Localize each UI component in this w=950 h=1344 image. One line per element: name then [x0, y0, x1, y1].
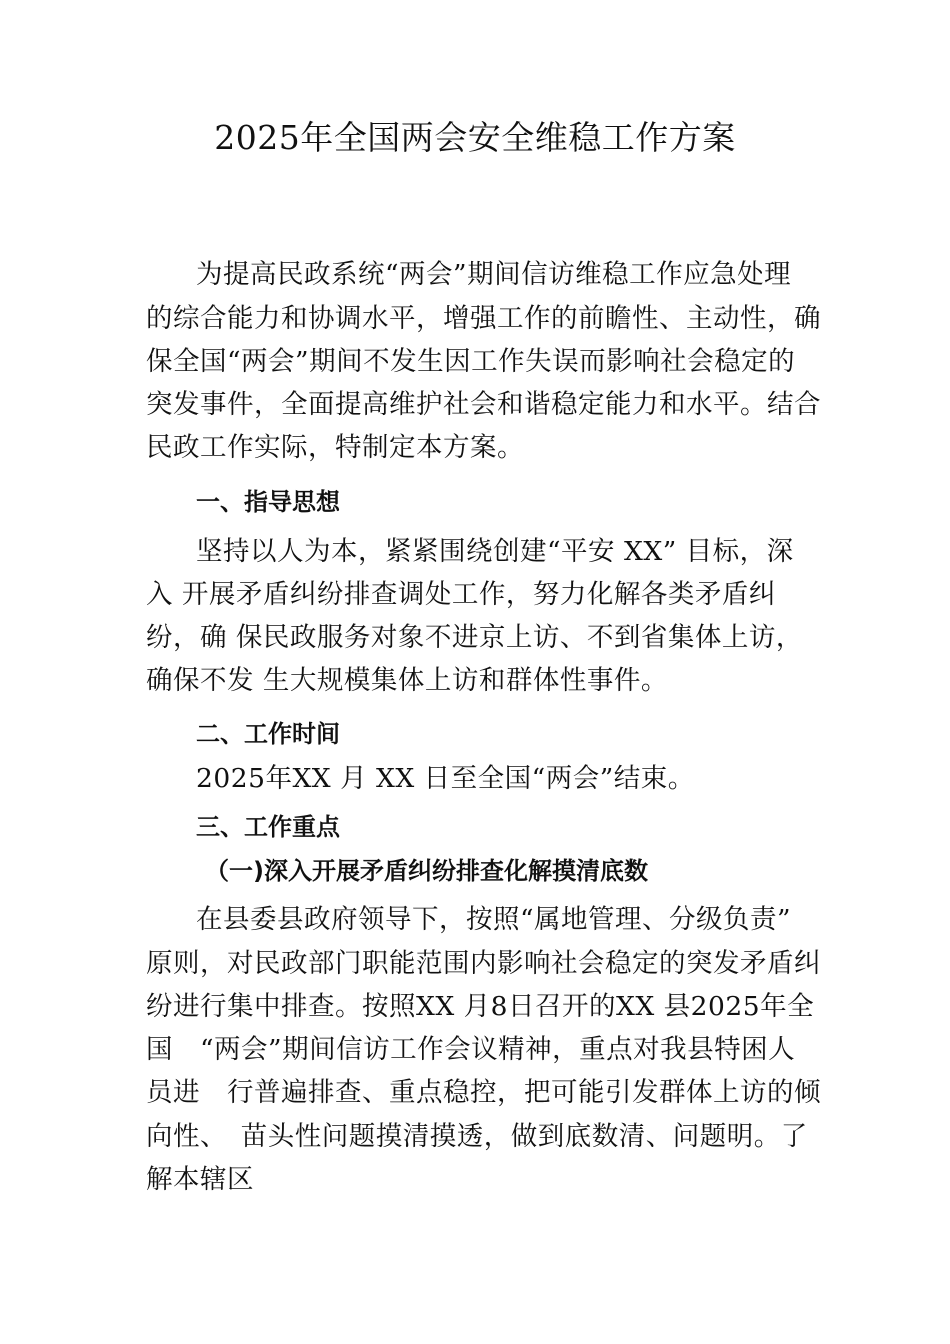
section1-line: 纷，确 保民政服务对象不进京上访、不到省集体上访， [146, 622, 803, 653]
section1-line: 确保不发 生大规模集体上访和群体性事件。 [146, 665, 668, 696]
section1-line: 坚持以人为本，紧紧围绕创建“平安 XX” 目标，深 [196, 536, 794, 567]
section2-line: 2025年XX 月 XX 日至全国“两会”结束。 [196, 763, 695, 794]
section3-line: 国 “两会”期间信访工作会议精神，重点对我县特困人 [146, 1034, 796, 1065]
section3-line: 原则，对民政部门职能范围内影响社会稳定的突发矛盾纠 [146, 948, 821, 979]
intro-line: 保全国“两会”期间不发生因工作失误而影响社会稳定的 [146, 346, 796, 377]
section-heading-work-focus: 三、工作重点 [196, 813, 340, 841]
section1-line: 入 开展矛盾纠纷排查调处工作，努力化解各类矛盾纠 [146, 579, 776, 610]
section-heading-guiding-thought: 一、指导思想 [196, 488, 340, 516]
intro-line: 为提高民政系统“两会”期间信访维稳工作应急处理 [196, 259, 792, 290]
intro-line: 民政工作实际，特制定本方案。 [146, 432, 524, 463]
section3-line: 在县委县政府领导下，按照“属地管理、分级负责” [196, 904, 792, 935]
section3-line: 纷进行集中排查。按照XX 月8日召开的XX 县2025年全 [146, 991, 815, 1022]
document-title: 2025年全国两会安全维稳工作方案 [214, 118, 736, 157]
section3-line: 员进 行普遍排查、重点稳控，把可能引发群体上访的倾 [146, 1077, 821, 1108]
intro-line: 突发事件，全面提高维护社会和谐稳定能力和水平。结合 [146, 389, 821, 420]
subsection-heading: （一)深入开展矛盾纠纷排查化解摸清底数 [205, 857, 648, 885]
section3-line: 解本辖区 [146, 1164, 254, 1195]
section-heading-work-time: 二、工作时间 [196, 720, 340, 748]
intro-line: 的综合能力和协调水平，增强工作的前瞻性、主动性，确 [146, 303, 821, 334]
section3-line: 向性、 苗头性问题摸清摸透，做到底数清、问题明。了 [146, 1121, 808, 1152]
